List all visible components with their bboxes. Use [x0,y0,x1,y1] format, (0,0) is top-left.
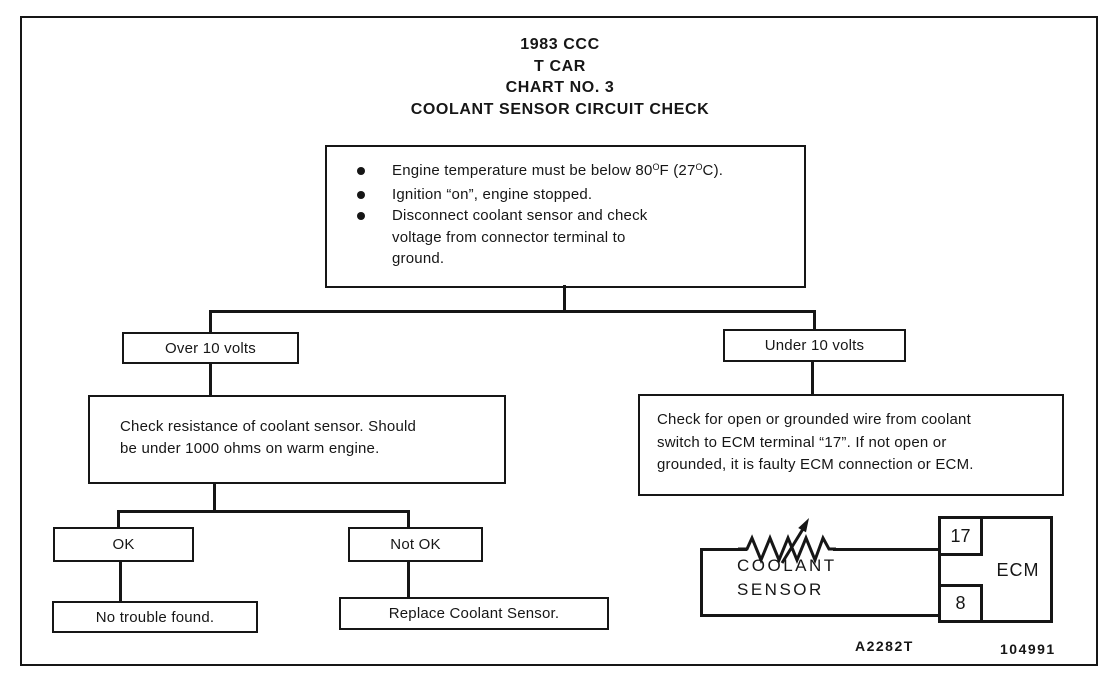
chart-title [20,34,1100,120]
connector-over10-to-check [209,362,212,396]
bullet-item-disconnect-sensor [357,205,794,270]
wire-top-right [833,548,940,551]
ecm-terminal-17: 17 [938,516,983,556]
bullet-text: Engine temperature must be below $80^OF$ $(27^OC)$. [392,162,724,179]
precheck-conditions-box [325,145,806,288]
connector-branch-horizontal [209,310,816,313]
bullet-icon [357,184,392,206]
bullet-item-ignition-on [357,184,794,206]
connector-under10-to-check [811,360,814,396]
action-box-check-open-wire: Check for open or grounded wire from coolant switch to ECM terminal “17”. If not open or grounded, it is faulty ECM connection or ECM. [638,394,1064,496]
coolant-sensor-label-line2: SENSOR [737,580,824,599]
connector-precheck-to-branch [563,285,566,313]
coolant-sensor-label-line1: COOLANT [737,556,837,575]
connector-not-ok-to-result [407,560,410,598]
ecm-terminal-8: 8 [938,584,983,623]
title-line-1: 1983 CCC [520,36,600,53]
bullet-text: Disconnect coolant sensor and check voltage from connector terminal to ground. [392,207,648,267]
condition-box-under-10-volts: Under 10 volts [723,329,906,362]
reference-code-left: A2282T [855,638,914,654]
connector-split-horizontal [117,510,410,513]
bullet-icon [357,205,392,270]
bullet-icon [357,160,392,184]
ecm-label: ECM [996,560,1040,580]
title-line-4: COOLANT SENSOR CIRCUIT CHECK [410,100,710,118]
outcome-box-replace-sensor: Replace Coolant Sensor. [339,597,609,630]
connector-check-to-split [213,482,216,513]
bullet-text: Ignition “on”, engine stopped. [392,185,593,203]
connector-ok-to-result [119,560,122,602]
title-line-2: T CAR [534,57,586,75]
wire-bottom [700,614,940,617]
action-box-check-resistance: Check resistance of coolant sensor. Should be under 1000 ohms on warm engine. [88,395,506,484]
title-line-3: CHART NO. 3 [505,79,615,96]
bullet-item-engine-temp [357,160,794,184]
result-box-ok: OK [53,527,194,562]
condition-box-over-10-volts: Over 10 volts [122,332,299,364]
reference-code-right: 104991 [1000,641,1056,657]
connector-drop-under10 [813,310,816,331]
outcome-box-no-trouble: No trouble found. [52,601,258,633]
wire-left-vertical [700,548,703,617]
connector-drop-over10 [209,310,212,334]
result-box-not-ok: Not OK [348,527,483,562]
